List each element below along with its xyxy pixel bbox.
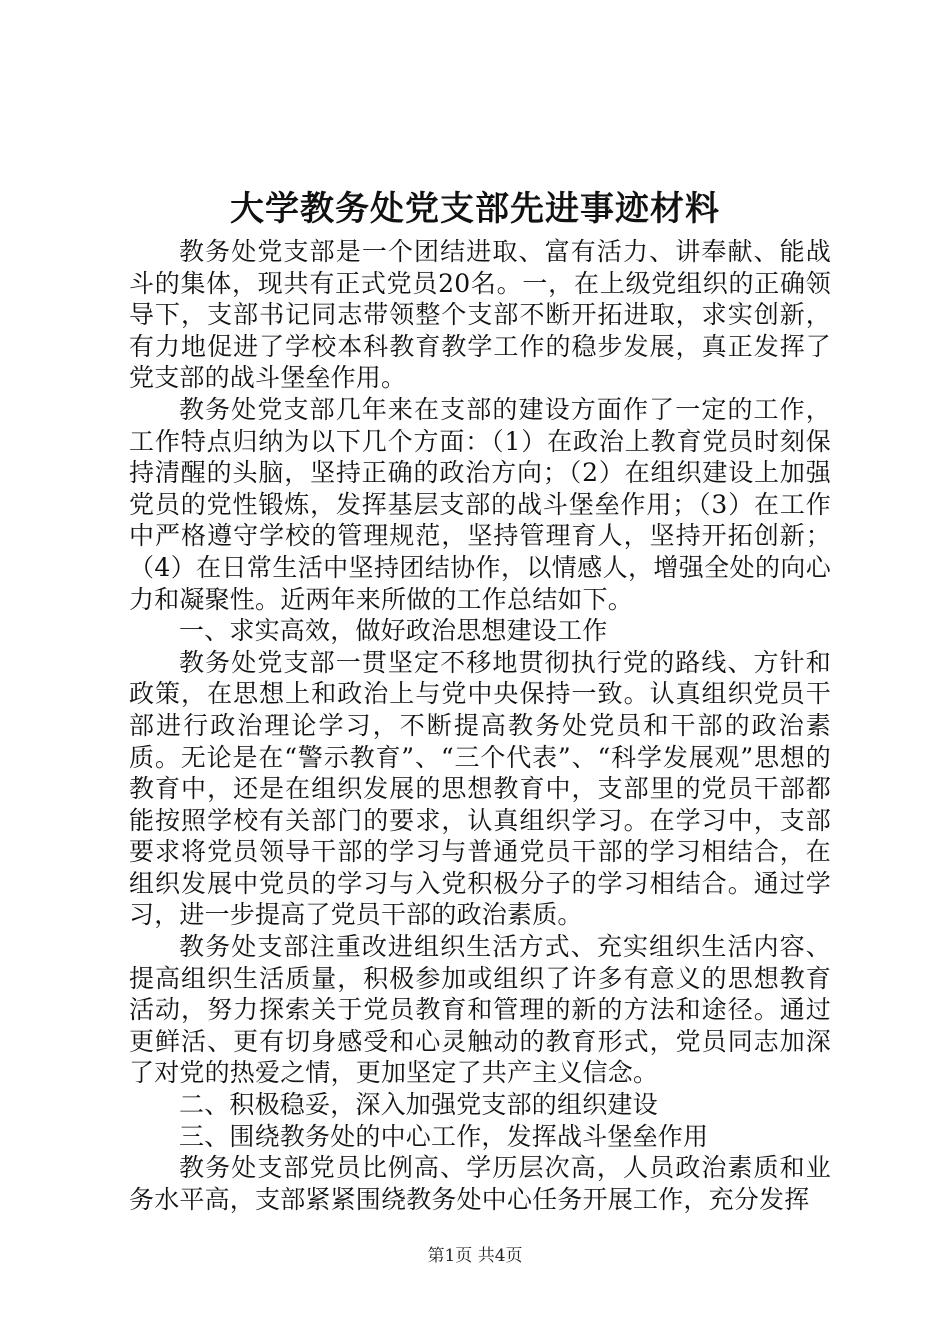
document-title: 大学教务处党支部先进事迹材料 bbox=[230, 189, 720, 229]
paragraph: 教务处支部注重改进组织生活方式、充实组织生活内容、提高组织生活质量，积极参加或组织了许多有意义的思想教育活动，努力探索关于党员教育和管理的新的方法和途径。通过更鲜活、更有切身感受和心灵触动的教育形式，党员同志加深了对党的热爱之情，更加坚定了共产主义信念。 bbox=[129, 932, 831, 1088]
page-footer: 第1页 共4页 bbox=[427, 1246, 523, 1266]
document-body bbox=[129, 236, 831, 1215]
section-heading: 三、围绕教务处的中心工作，发挥战斗堡垒作用 bbox=[179, 1121, 709, 1151]
paragraph: 教务处党支部一贯坚定不移地贯彻执行党的路线、方针和政策，在思想上和政治上与党中央保持一致。认真组织党员干部进行政治理论学习，不断提高教务处党员和干部的政治素质。无论是在“警示教育”、“三个代表”、“科学发展观”思想的教育中，还是在组织发展的思想教育中，支部里的党员干部都能按照学校有关部门的要求，认真组织学习。在学习中，支部要求将党员领导干部的学习与普通党员干部的学习相结合，在组织发展中党员的学习与入党积极分子的学习相结合。通过学习，进一步提高了党员干部的政治素质。 bbox=[129, 647, 831, 930]
paragraph: 教务处党支部是一个团结进取、富有活力、讲奉献、能战斗的集体，现共有正式党员20名。一，在上级党组织的正确领导下，支部书记同志带领整个支部不断开拓进取，求实创新，有力地促进了学校本科教育教学工作的稳步发展，真正发挥了党支部的战斗堡垒作用。 bbox=[129, 237, 831, 393]
section-heading: 一、求实高效，做好政治思想建设工作 bbox=[179, 616, 608, 646]
paragraph: 教务处支部党员比例高、学历层次高，人员政治素质和业务水平高，支部紧紧围绕教务处中心任务开展工作，充分发挥 bbox=[129, 1153, 831, 1214]
paragraph: 教务处党支部几年来在支部的建设方面作了一定的工作，工作特点归纳为以下几个方面：（1）在政治上教育党员时刻保持清醒的头脑，坚持正确的政治方向；（2）在组织建设上加强党员的党性锻炼，发挥基层支部的战斗堡垒作用；（3）在工作中严格遵守学校的管理规范，坚持管理育人，坚持开拓创新；（4）在日常生活中坚持团结协作，以情感人，增强全处的向心力和凝聚性。近两年来所做的工作总结如下。 bbox=[129, 394, 831, 614]
section-heading: 二、积极稳妥，深入加强党支部的组织建设 bbox=[179, 1090, 658, 1120]
